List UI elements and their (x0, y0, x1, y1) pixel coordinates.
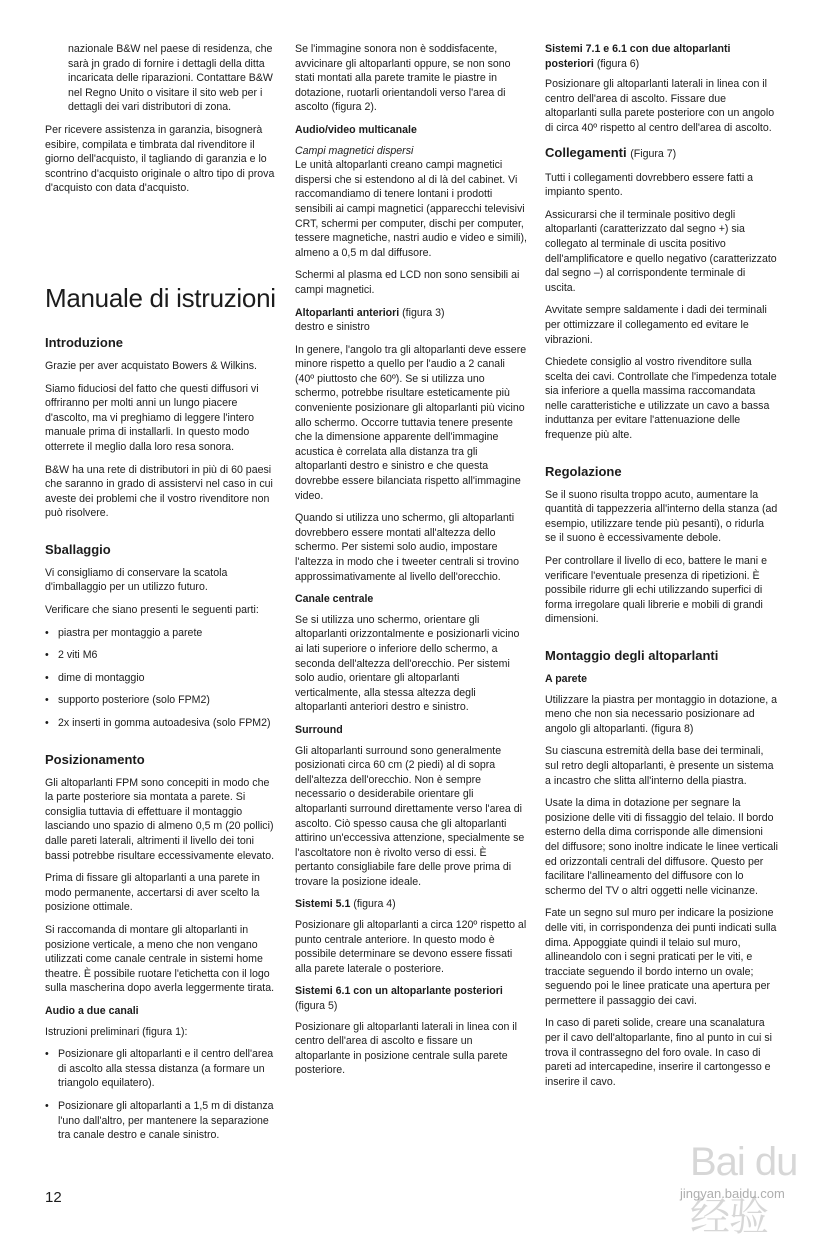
wall-paragraph: In caso di pareti solide, creare una scanalatura per il cavo dell'altoparlante, fino al punto in cui si trova il contrassegno del foro ovale. In caso di pareti ad intercapedine, inserire il cartongesso e inserire il cavo. (545, 1017, 772, 1088)
positioning-paragraph: Gli altoparlanti FPM sono concepiti in modo che la parte posteriore sia montata a parete. Si consiglia tuttavia di effettuare il montaggio lasciando uno spazio di almeno 0,5 m (20 pollici) dalle pareti laterali, altrimenti il livello dei toni bassi potrebbe risultare eccessivamente elevato. (45, 776, 275, 862)
column-1 (45, 42, 277, 1151)
center-paragraph: Se si utilizza uno schermo, orientare gli altoparlanti orizzontalmente e posizionarli vicino ai lati superiore o inferiore dello schermo, a seconda dell'altezza dell'orecchio. Per sistemi solo audio, orientare gli altoparlanti verticalmente, alla stessa altezza degli altoparlanti anteriori destro e sinistro. (295, 613, 520, 714)
front-paragraph: Quando si utilizza uno schermo, gli altoparlanti dovrebbero essere montati all'altezza dello schermo. Per sistemi solo audio, impostare l'altezza in modo che i tweeter centrali si trovino approssimativamente al livello dell'orecchio. (295, 512, 520, 583)
list-item: • supporto posteriore (solo FPM2) (45, 693, 277, 708)
intro-paragraph: Grazie per aver acquistato Bowers & Wilkins. (45, 359, 257, 372)
list-item: • 2 viti M6 (45, 648, 277, 663)
manual-title: Manuale di istruzioni (45, 282, 276, 313)
list-item: • Posizionare gli altoparlanti e il centro dell'area di ascolto alla stessa distanza (a formare un triangolo equilatero). (45, 1047, 277, 1091)
adjustment-heading: Regolazione (545, 463, 622, 479)
parts-list (45, 626, 277, 731)
systems-71-heading: Sistemi 7.1 e 6.1 con due altoparlanti posteriori (figura 6) (545, 43, 731, 70)
center-channel-heading: Canale centrale (295, 593, 374, 606)
watermark-url: jingyan.baidu.com (680, 1186, 785, 1201)
two-channel-heading: Audio a due canali (45, 1004, 139, 1017)
unpacking-heading: Sballaggio (45, 541, 111, 557)
list-item: • dime di montaggio (45, 671, 277, 686)
connections-paragraph: Avvitate sempre saldamente i dadi dei terminali per ottimizzare il collegamento ed evitare le vibrazioni. (545, 304, 767, 346)
surround-paragraph: Gli altoparlanti surround sono generalmente posizionati circa 60 cm (2 piedi) al di sopra dell'altezza dell'orecchio. Non è sempre necessario o desiderabile orientare gli altoparlanti surround direttamente verso l'area di ascolto. Ciò spesso causa che gli altoparlanti attirino un'eccessiva attenzione, specialmente se l'ascoltatore non è rivolto verso di essi. È pertanto consigliabile fare delle prove prima di trovare la posizione ideale. (295, 744, 525, 888)
two-channel-list (45, 1047, 277, 1143)
positioning-paragraph: Prima di fissare gli altoparlanti a una parete in modo permanente, accertarsi di aver scelto la posizione ottimale. (45, 872, 260, 914)
front-paragraph: In genere, l'angolo tra gli altoparlanti deve essere minore rispetto a quello per l'audio a 2 canali (40º piuttosto che 60º). Se si utilizza uno schermo, potrebbe risultare esteticamente più conveniente posizionare gli altoparlanti più vicino allo schermo. Occorre tuttavia tenere presente che la dimensione apparente dell'immagine acustica è correlata alla distanza tra gli altoparlanti destro e sinistro e che questa dovrebbe essere bilanciata rispetto all'immagine video. (295, 343, 527, 502)
list-item: • Posizionare gli altoparlanti a 1,5 m di distanza l'uno dall'altro, per mantenere la separazione tra canale destro e canale sinistro. (45, 1099, 277, 1143)
systems-71-paragraph: Posizionare gli altoparlanti laterali in linea con il centro dell'area di ascolto. Fissare due altoparlanti sulla parete posteriore con un angolo di circa 40º rispetto al centro dell'area di ascolto. (545, 78, 775, 134)
surround-heading: Surround (295, 723, 343, 736)
page-number: 12 (45, 1189, 62, 1206)
wall-paragraph: Utilizzare la piastra per montaggio in dotazione, a meno che non sia necessario posizionare ad angolo gli altoparlanti. (figura 8) (545, 693, 778, 735)
column-3 (545, 42, 778, 1097)
watermark-logo: Bai du 经验 (690, 1140, 798, 1239)
magnetic-paragraph: Schermi al plasma ed LCD non sono sensibili ai campi magnetici. (295, 269, 520, 296)
two-channel-paragraph: Istruzioni preliminari (figura 1): (45, 1025, 188, 1038)
systems-61-heading: Sistemi 6.1 con un altoparlante posteriori (figura 5) (295, 985, 503, 1013)
intro-paragraph: Siamo fiduciosi del fatto che questi diffusori vi offriranno per molti anni un lungo piacere d'ascolto, ma vi preghiamo di leggere l'intero manuale prima di installarli. In questo modo otterrete il meglio dalla loro resa sonora. (45, 382, 259, 453)
multichannel-heading: Audio/video multicanale (295, 123, 417, 136)
magnetic-paragraph: Le unità altoparlanti creano campi magnetici dispersi che si estendono al di là del cabinet. Vi raccomandiamo di tenere lontani i prodotti sensibili ai campi magnetici (apparecchi televisivi CRT, schermi per computer, dischi per computer, tessere magnetiche, nastri audio e video e simili), almeno a 0,5 m dal diffusore. (295, 159, 527, 259)
wall-paragraph: Su ciascuna estremità della base dei terminali, sul retro degli altoparlanti, è presente un sistema a incastro che slitta all'interno della piastra. (545, 745, 774, 787)
intro-heading: Introduzione (45, 334, 123, 350)
connections-paragraph: Tutti i collegamenti dovrebbero essere fatti a impianto spento. (545, 171, 754, 199)
positioning-heading: Posizionamento (45, 751, 145, 767)
wall-paragraph: Usate la dima in dotazione per segnare la posizione delle viti di fissaggio del telaio. Il bordo esterno della dima corrisponde alle dimensioni del diffusore; sono inoltre indicate le linee verticali ed orizzontali centrali del diffusore. Questo per facilitare l'allineamento del diffusore con lo schermo del TV o altri oggetti nelle vicinanze. (545, 797, 779, 897)
warranty-paragraph: Per ricevere assistenza in garanzia, bisognerà esibire, compilata e timbrata dal rivenditore il giorno dell'acquisto, il tagliando di garanzia e lo scontrino d'acquisto originale o altro tipo di prova d'acquisto con data d'acquisto. (45, 123, 275, 195)
systems-51-heading: Sistemi 5.1 (figura 4) (295, 898, 396, 911)
adjustment-paragraph: Se il suono risulta troppo acuto, aumentare la quantità di tappezzeria all'interno della stanza (ad esempio, utilizzare tende più pesanti), o ridurla se il suono è eccessivamente debole. (545, 488, 778, 545)
list-item: • 2x inserti in gomma autoadesiva (solo FPM2) (45, 716, 277, 731)
adjustment-paragraph: Per controllare il livello di eco, battere le mani e verificare l'eventuale presenza di ripetizioni. È possibile ridurre gli echi utilizzando superfici di forma irregolare quali librerie e mobili di grandi dimensioni. (545, 555, 767, 626)
front-speakers-heading: Altoparlanti anteriori (figura 3) (295, 306, 445, 319)
unpacking-paragraph: Verificare che siano presenti le seguenti parti: (45, 604, 259, 617)
systems-51-paragraph: Posizionare gli altoparlanti a circa 120º rispetto al punto centrale anteriore. In questo modo è possibile determinare se devono essere fissati alla parete laterale o posteriore. (295, 919, 527, 975)
mounting-heading: Montaggio degli altoparlanti (545, 648, 719, 663)
connections-heading: Collegamenti (Figura 7) (545, 144, 677, 160)
unpacking-paragraph: Vi consigliamo di conservare la scatola d'imballaggio per un utilizzo futuro. (45, 566, 228, 594)
column-2 (295, 42, 527, 1086)
image-paragraph: Se l'immagine sonora non è soddisfacente, avvicinare gli altoparlanti oppure, se non sono stati montati alla parete tramite le piastre in dotazione, ruotarli orientandoli verso l'area di ascolto (figura 2). (295, 43, 511, 114)
magnetic-subheading: Campi magnetici dispersi (295, 144, 414, 157)
systems-61-paragraph: Posizionare gli altoparlanti laterali in linea con il centro dell'area di ascolto e fissare un altoparlante in posizione centrale sulla parete posteriore. (295, 1020, 518, 1077)
wall-subheading: A parete (545, 673, 587, 685)
front-speakers-sub: destro e sinistro (295, 321, 370, 334)
list-item: • piastra per montaggio a parete (45, 626, 277, 641)
connections-paragraph: Assicurarsi che il terminale positivo degli altoparlanti (caratterizzato dal segno +) sia collegato al terminale di uscita positivo dell'amplificatore e quello negativo (caratterizzato dal segno –) al corrispondente terminale di uscita. (545, 208, 777, 294)
warranty-continuation: nazionale B&W nel paese di residenza, che sarà jn grado di fornire i dettagli della ditta incaricata delle riparazioni. Contattare B&W nel Regno Unito o visitare il sito web per i dettagli dei vari distributori di zona. (68, 43, 273, 114)
connections-paragraph: Chiedete consiglio al vostro rivenditore sulla scelta dei cavi. Controllate che l'impedenza totale sia inferiore a quella massima raccomandata nelle caratteristiche e utilizzate un cavo a bassa induttanza per evitare l'attenuazione delle frequenze più alte. (545, 356, 777, 442)
wall-paragraph: Fate un segno sul muro per indicare la posizione delle viti, in corrispondenza dei punti indicati sulla dima. Appoggiate quindi il telaio sul muro, allineandolo con i segni praticati per le viti, e tracciate seguendo il bordo interno un ovale; seguendo poi le linee praticate una apertura per permettere il passaggio dei cavi. (545, 907, 777, 1007)
positioning-paragraph: Si raccomanda di montare gli altoparlanti in posizione verticale, a meno che non vengano utilizzati come canale centrale in sistemi home theatre. È possibile ruotare l'etichetta con il logo sulla mascherina dopo averla leggermente tirata. (45, 923, 275, 995)
intro-paragraph: B&W ha una rete di distributori in più di 60 paesi che saranno in grado di assistervi nel caso in cui aveste dei problemi che il vostro rivenditore non può risolvere. (45, 463, 273, 520)
